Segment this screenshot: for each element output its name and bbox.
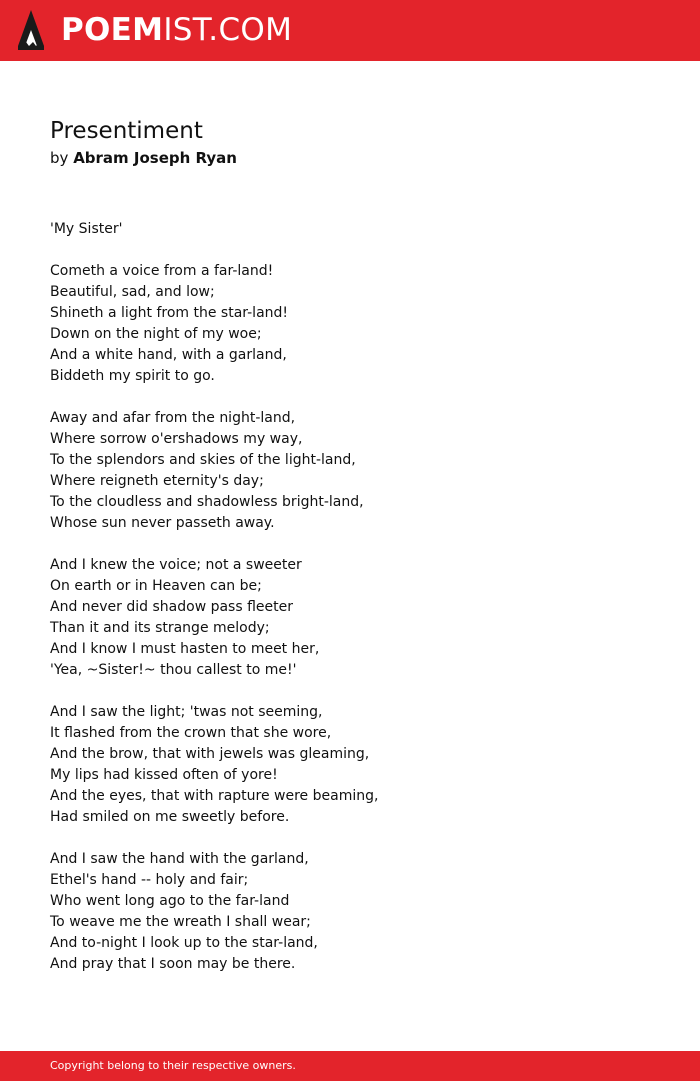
poem-line: And a white hand, with a garland, <box>50 347 287 363</box>
poem-line: Where reigneth eternity's day; <box>50 473 264 489</box>
pencil-tip-icon <box>17 8 45 52</box>
poem-line: Down on the night of my woe; <box>50 326 262 342</box>
poem-stanza <box>50 702 650 828</box>
poem-line: Than it and its strange melody; <box>50 620 270 636</box>
copyright-notice: Copyright belong to their respective owners. <box>50 1059 296 1072</box>
poem-line: And pray that I soon may be there. <box>50 956 296 972</box>
poem-stanza <box>50 408 650 534</box>
poem-line: Away and afar from the night-land, <box>50 410 296 426</box>
poem-line: Who went long ago to the far-land <box>50 893 290 909</box>
poem-line: Shineth a light from the star-land! <box>50 305 289 321</box>
poem-subtitle: 'My Sister' <box>50 221 123 237</box>
poem-line: And I saw the hand with the garland, <box>50 851 309 867</box>
site-logo-text <box>61 8 292 52</box>
poem-heading <box>50 116 650 169</box>
poem-line: Ethel's hand -- holy and fair; <box>50 872 249 888</box>
site-footer <box>0 1051 700 1081</box>
site-logo[interactable] <box>17 8 292 52</box>
poem-author: Abram Joseph Ryan <box>73 149 237 167</box>
poem-line: And to-night I look up to the star-land, <box>50 935 318 951</box>
poem-line: 'Yea, ~Sister!~ thou callest to me!' <box>50 662 297 678</box>
poem-body <box>50 219 650 996</box>
poem-line: My lips had kissed often of yore! <box>50 767 278 783</box>
poem-line: On earth or in Heaven can be; <box>50 578 262 594</box>
poem-line: Where sorrow o'ershadows my way, <box>50 431 303 447</box>
poem-stanza <box>50 555 650 681</box>
poem-line: Whose sun never passeth away. <box>50 515 275 531</box>
poem-line: And I know I must hasten to meet her, <box>50 641 320 657</box>
poem-line: And the brow, that with jewels was gleaming, <box>50 746 370 762</box>
poem-stanza <box>50 261 650 387</box>
poem-line: And never did shadow pass fleeter <box>50 599 293 615</box>
poem-line: To weave me the wreath I shall wear; <box>50 914 311 930</box>
poem-byline <box>50 147 650 169</box>
site-header <box>0 0 700 61</box>
poem-line: It flashed from the crown that she wore, <box>50 725 332 741</box>
poem-line: And I saw the light; 'twas not seeming, <box>50 704 323 720</box>
poem-line: Biddeth my spirit to go. <box>50 368 215 384</box>
byline-prefix: by <box>50 149 69 167</box>
poem-stanza <box>50 849 650 975</box>
poem-line: And I knew the voice; not a sweeter <box>50 557 302 573</box>
poem-line: And the eyes, that with rapture were beaming, <box>50 788 379 804</box>
poem-line: To the cloudless and shadowless bright-land, <box>50 494 364 510</box>
logo-text-bold: POEM <box>61 12 164 48</box>
poem-line: Cometh a voice from a far-land! <box>50 263 274 279</box>
poem-title: Presentiment <box>50 118 203 144</box>
poem-line: Beautiful, sad, and low; <box>50 284 215 300</box>
poem-line: To the splendors and skies of the light-land, <box>50 452 356 468</box>
logo-text-light: IST.COM <box>163 12 293 48</box>
poem-line: Had smiled on me sweetly before. <box>50 809 290 825</box>
